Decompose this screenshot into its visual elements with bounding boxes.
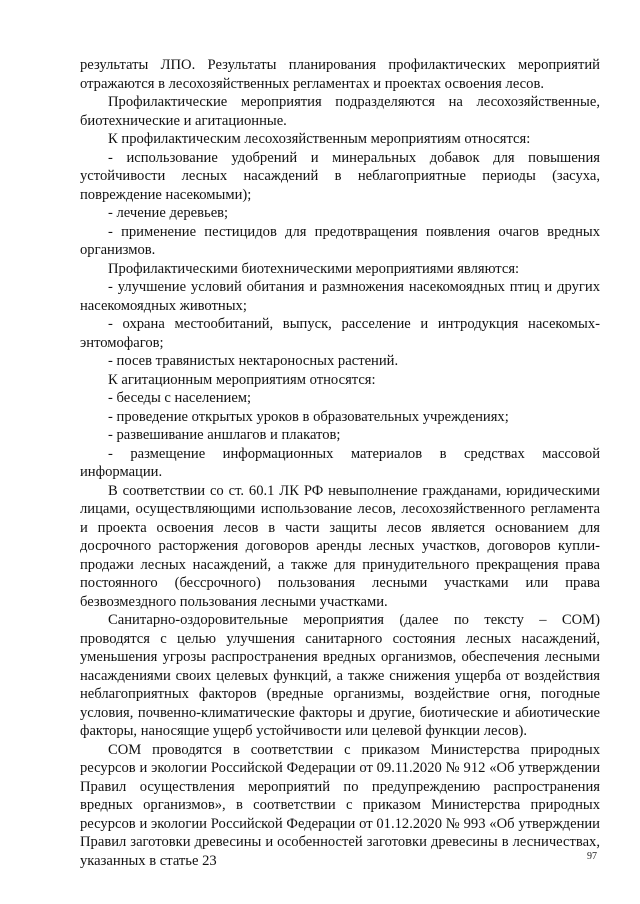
page-number: 97	[587, 851, 597, 862]
list-item: - проведение открытых уроков в образовательных учреждениях;	[108, 408, 509, 425]
paragraph: результаты ЛПО. Результаты планирования профилактических мероприятий отражаются в лесохозяйственных регламентах и проектах освоения лесов.	[80, 57, 600, 92]
paragraph: К агитационным мероприятиям относятся:	[108, 371, 376, 388]
list-item: - улучшение условий обитания и размножения насекомоядных птиц и других насекомоядных животных;	[80, 279, 600, 314]
document-body	[80, 56, 600, 870]
list-item: - применение пестицидов для предотвращения появления очагов вредных организмов.	[80, 223, 600, 258]
list-item: - беседы с населением;	[108, 390, 252, 406]
list-item: - размещение информационных материалов в средствах массовой информации.	[80, 445, 600, 480]
paragraph: К профилактическим лесохозяйственным мероприятиям относятся:	[108, 131, 531, 147]
paragraph: Профилактические мероприятия подразделяются на лесохозяйственные, биотехнические и агитационные.	[80, 94, 600, 129]
paragraph: СОМ проводятся в соответствии с приказом Министерства природных ресурсов и экологии Российской Федерации от 09.11.2020 № 912 «Об утверждении Правил осуществления мероприятий по предупреждению распространения вредных организмов», в соответствии с приказом Министерства природных ресурсов и экологии Российской Федерации от 01.12.2020 № 993 «Об утверждении Правил заготовки древесины и особенностей заготовки древесины в лесничествах, указанных в статье 23	[80, 741, 600, 869]
list-item: - использование удобрений и минеральных добавок для повышения устойчивости лесных насаждений в неблагоприятные периоды (засуха, повреждение насекомыми);	[80, 149, 600, 203]
list-item: - посев травянистых нектароносных растений.	[108, 353, 399, 369]
paragraph: В соответствии со ст. 60.1 ЛК РФ невыполнение гражданами, юридическими лицами, осуществляющими использование лесов, лесохозяйственного регламента и проекта освоения лесов в части защиты лесов является основанием для досрочного расторжения договоров аренды лесных участков, договоров купли-продажи лесных насаждений, а также для принудительного прекращения права постоянного (бессрочного) пользования лесными участками или права безвозмездного пользования лесными участками.	[80, 482, 600, 610]
list-item: - развешивание аншлагов и плакатов;	[108, 427, 341, 443]
list-item: - охрана местообитаний, выпуск, расселение и интродукция насекомых-энтомофагов;	[80, 316, 600, 351]
paragraph: Санитарно-оздоровительные мероприятия (далее по тексту – СОМ) проводятся с целью улучшения санитарного состояния лесных насаждений, уменьшения угрозы распространения вредных организмов, обеспечения лесными насаждениями своих целевых функций, а также снижения ущерба от воздействия неблагоприятных факторов (вредные организмы, воздействие огня, погодные условия, почвенно-климатические факторы и другие, биотические и абиотические факторы, наносящие ущерб устойчивости или целевой функции лесов).	[80, 612, 600, 739]
paragraph: Профилактическими биотехническими мероприятиями являются:	[108, 260, 520, 277]
list-item: - лечение деревьев;	[108, 205, 229, 221]
